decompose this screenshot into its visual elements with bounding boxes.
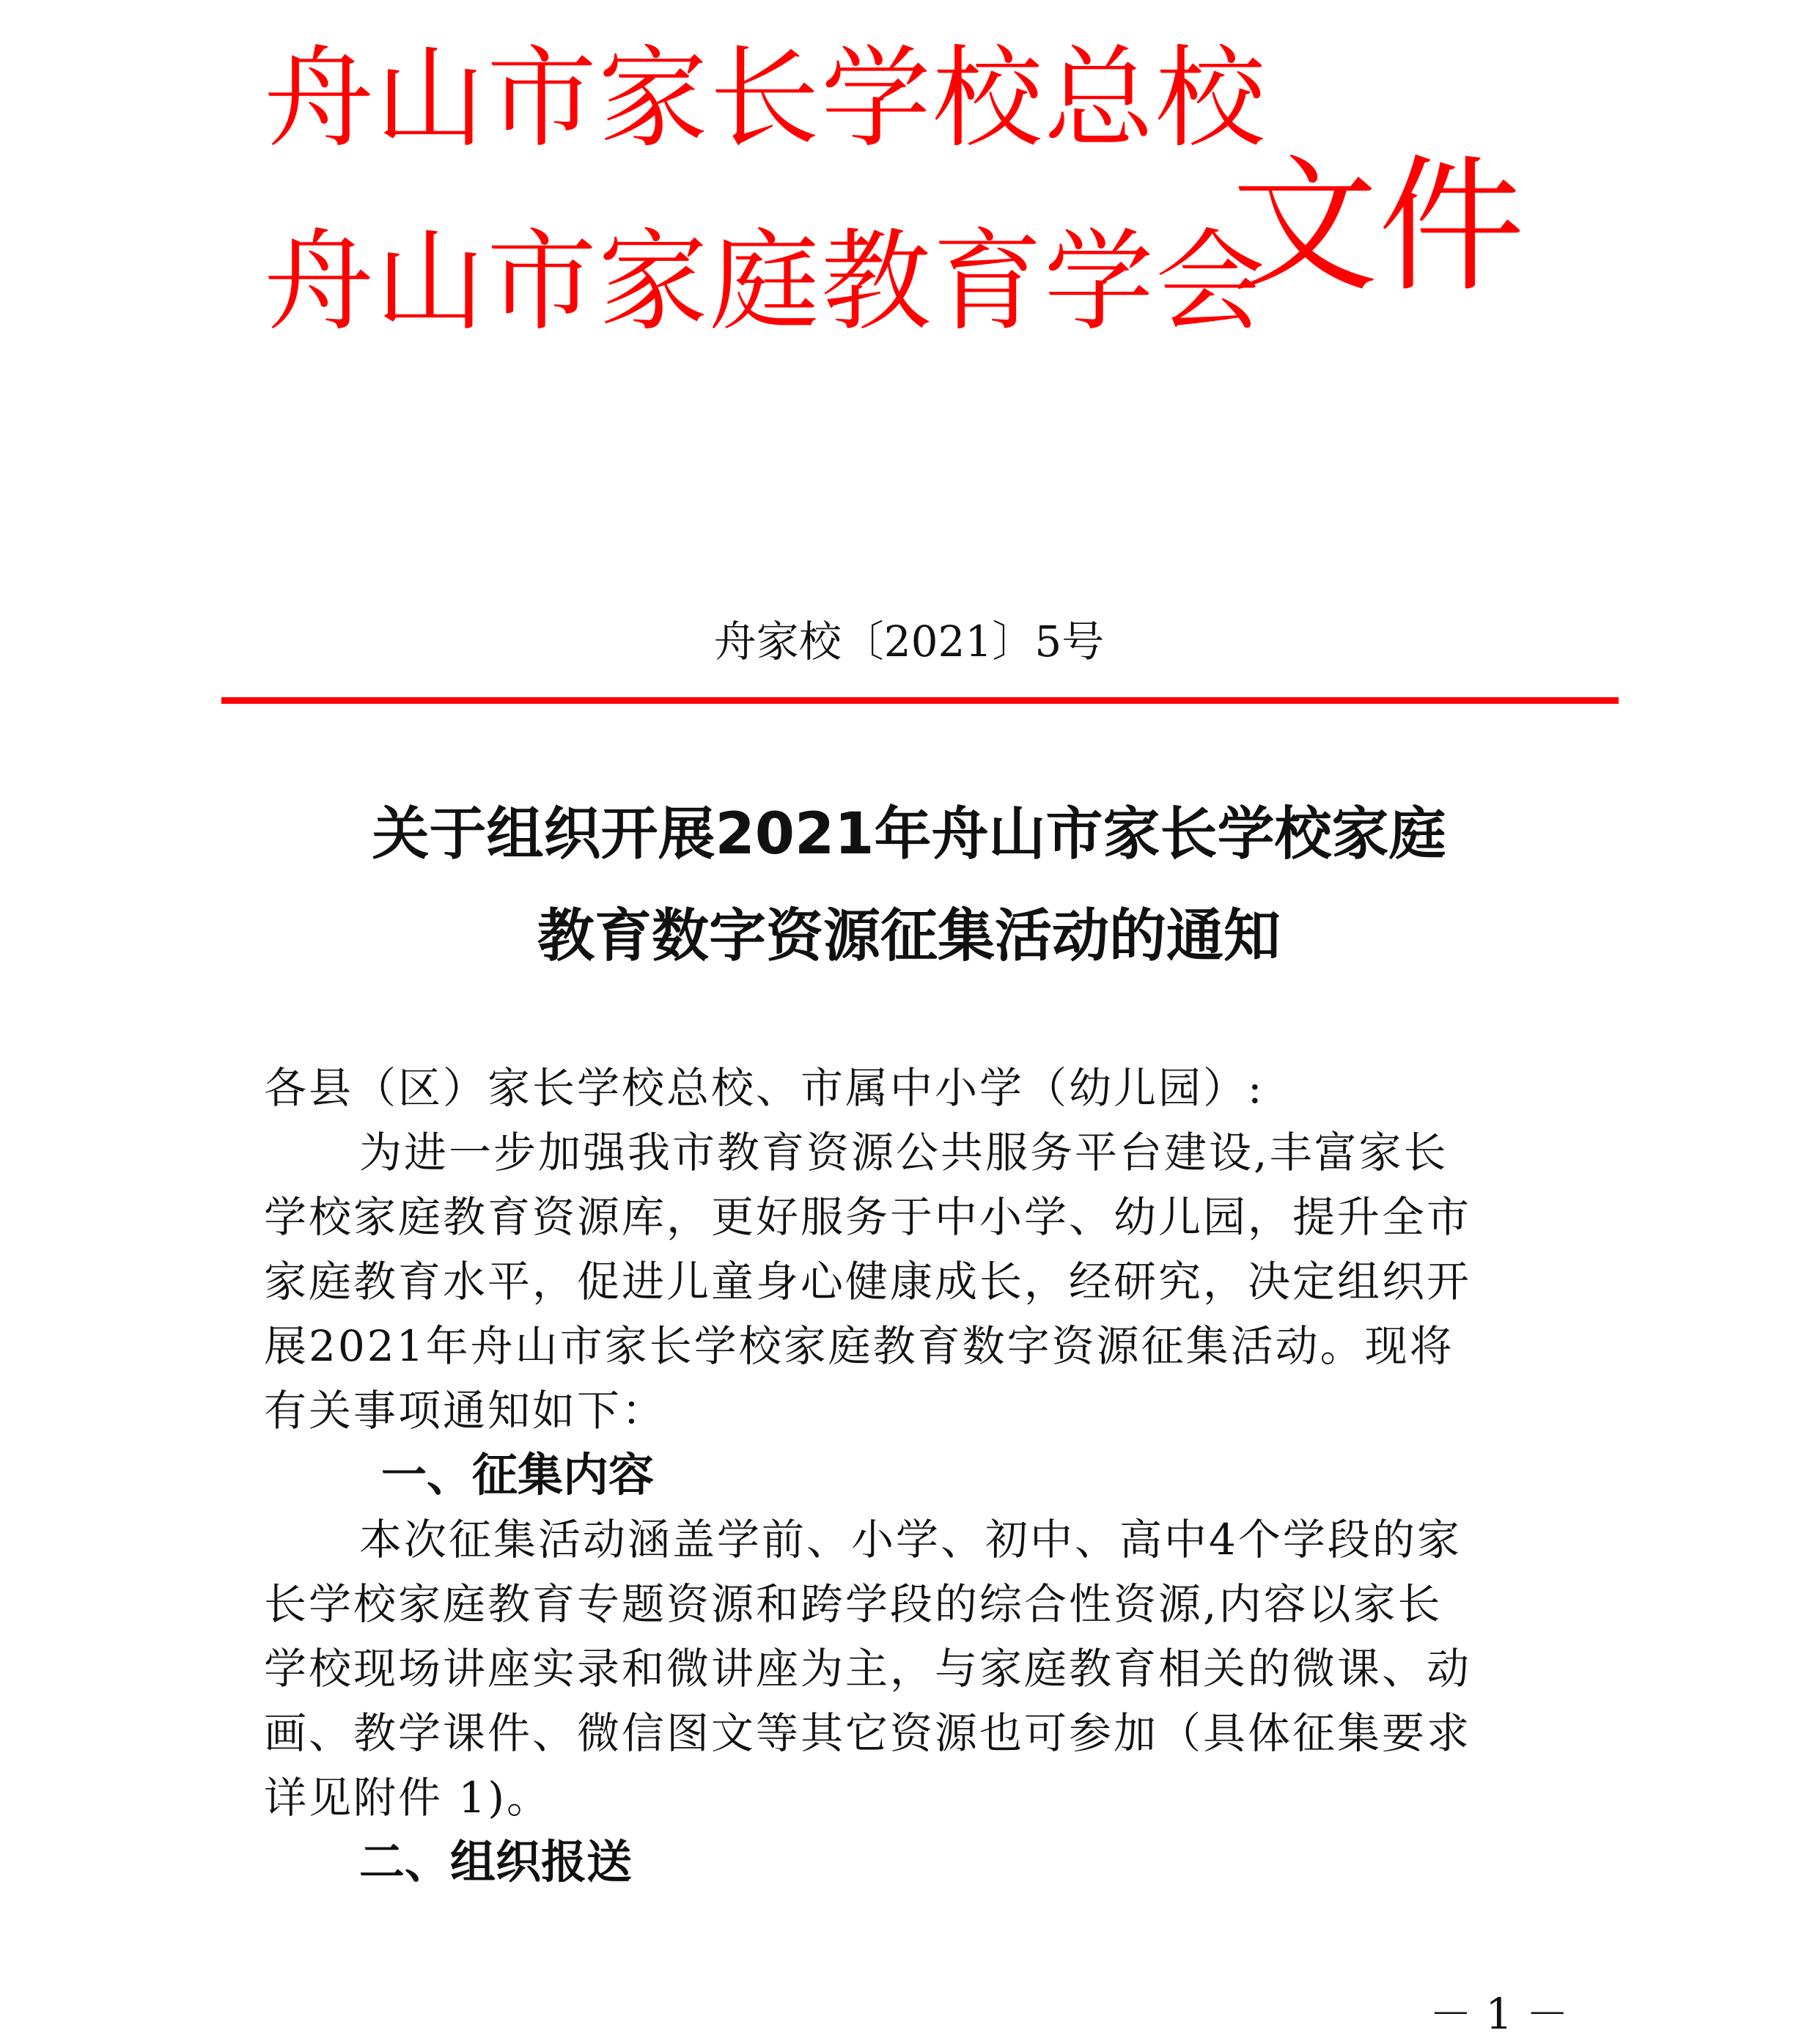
title-line-1: 关于组织开展2021年舟山市家长学校家庭	[372, 801, 1446, 867]
paragraph-line: 画、教学课件、微信图文等其它资源也可参加（具体征集要求	[264, 1708, 1472, 1758]
salutation: 各县（区）家长学校总校、市属中小学（幼儿园）:	[264, 1063, 1265, 1113]
paragraph-line: 学校现场讲座实录和微讲座为主，与家庭教育相关的微课、动	[264, 1644, 1472, 1694]
section-heading-2: 二、组织报送	[359, 1835, 633, 1889]
paragraph-line: 本次征集活动涵盖学前、小学、初中、高中4个学段的家	[359, 1515, 1462, 1565]
red-divider	[221, 697, 1619, 704]
issuer-line-1: 舟山市家长学校总校	[264, 35, 1267, 163]
paragraph-line: 学校家庭教育资源库，更好服务于中小学、幼儿园，提升全市	[264, 1192, 1472, 1242]
title-line-2: 教育数字资源征集活动的通知	[537, 903, 1281, 969]
paragraph-line: 为进一步加强我市教育资源公共服务平台建设,丰富家长	[359, 1128, 1449, 1177]
paragraph-line: 家庭教育水平，促进儿童身心健康成长，经研究，决定组织开	[264, 1257, 1472, 1306]
file-word: 文件	[1232, 141, 1526, 312]
page-number: － 1 －	[1429, 1989, 1569, 2039]
paragraph-line: 长学校家庭教育专题资源和跨学段的综合性资源,内容以家长	[264, 1579, 1443, 1629]
paragraph-line: 有关事项通知如下：	[264, 1386, 667, 1435]
issuer-line-2: 舟山市家庭教育学会	[264, 218, 1267, 346]
paragraph-line: 详见附件 1)。	[264, 1773, 551, 1823]
document-header	[264, 35, 1583, 346]
section-heading-1: 一、征集内容	[381, 1448, 655, 1501]
paragraph-line: 展2021年舟山市家长学校家庭教育数字资源征集活动。现将	[264, 1321, 1454, 1371]
document-number: 舟家校〔2021〕5号	[713, 617, 1105, 666]
